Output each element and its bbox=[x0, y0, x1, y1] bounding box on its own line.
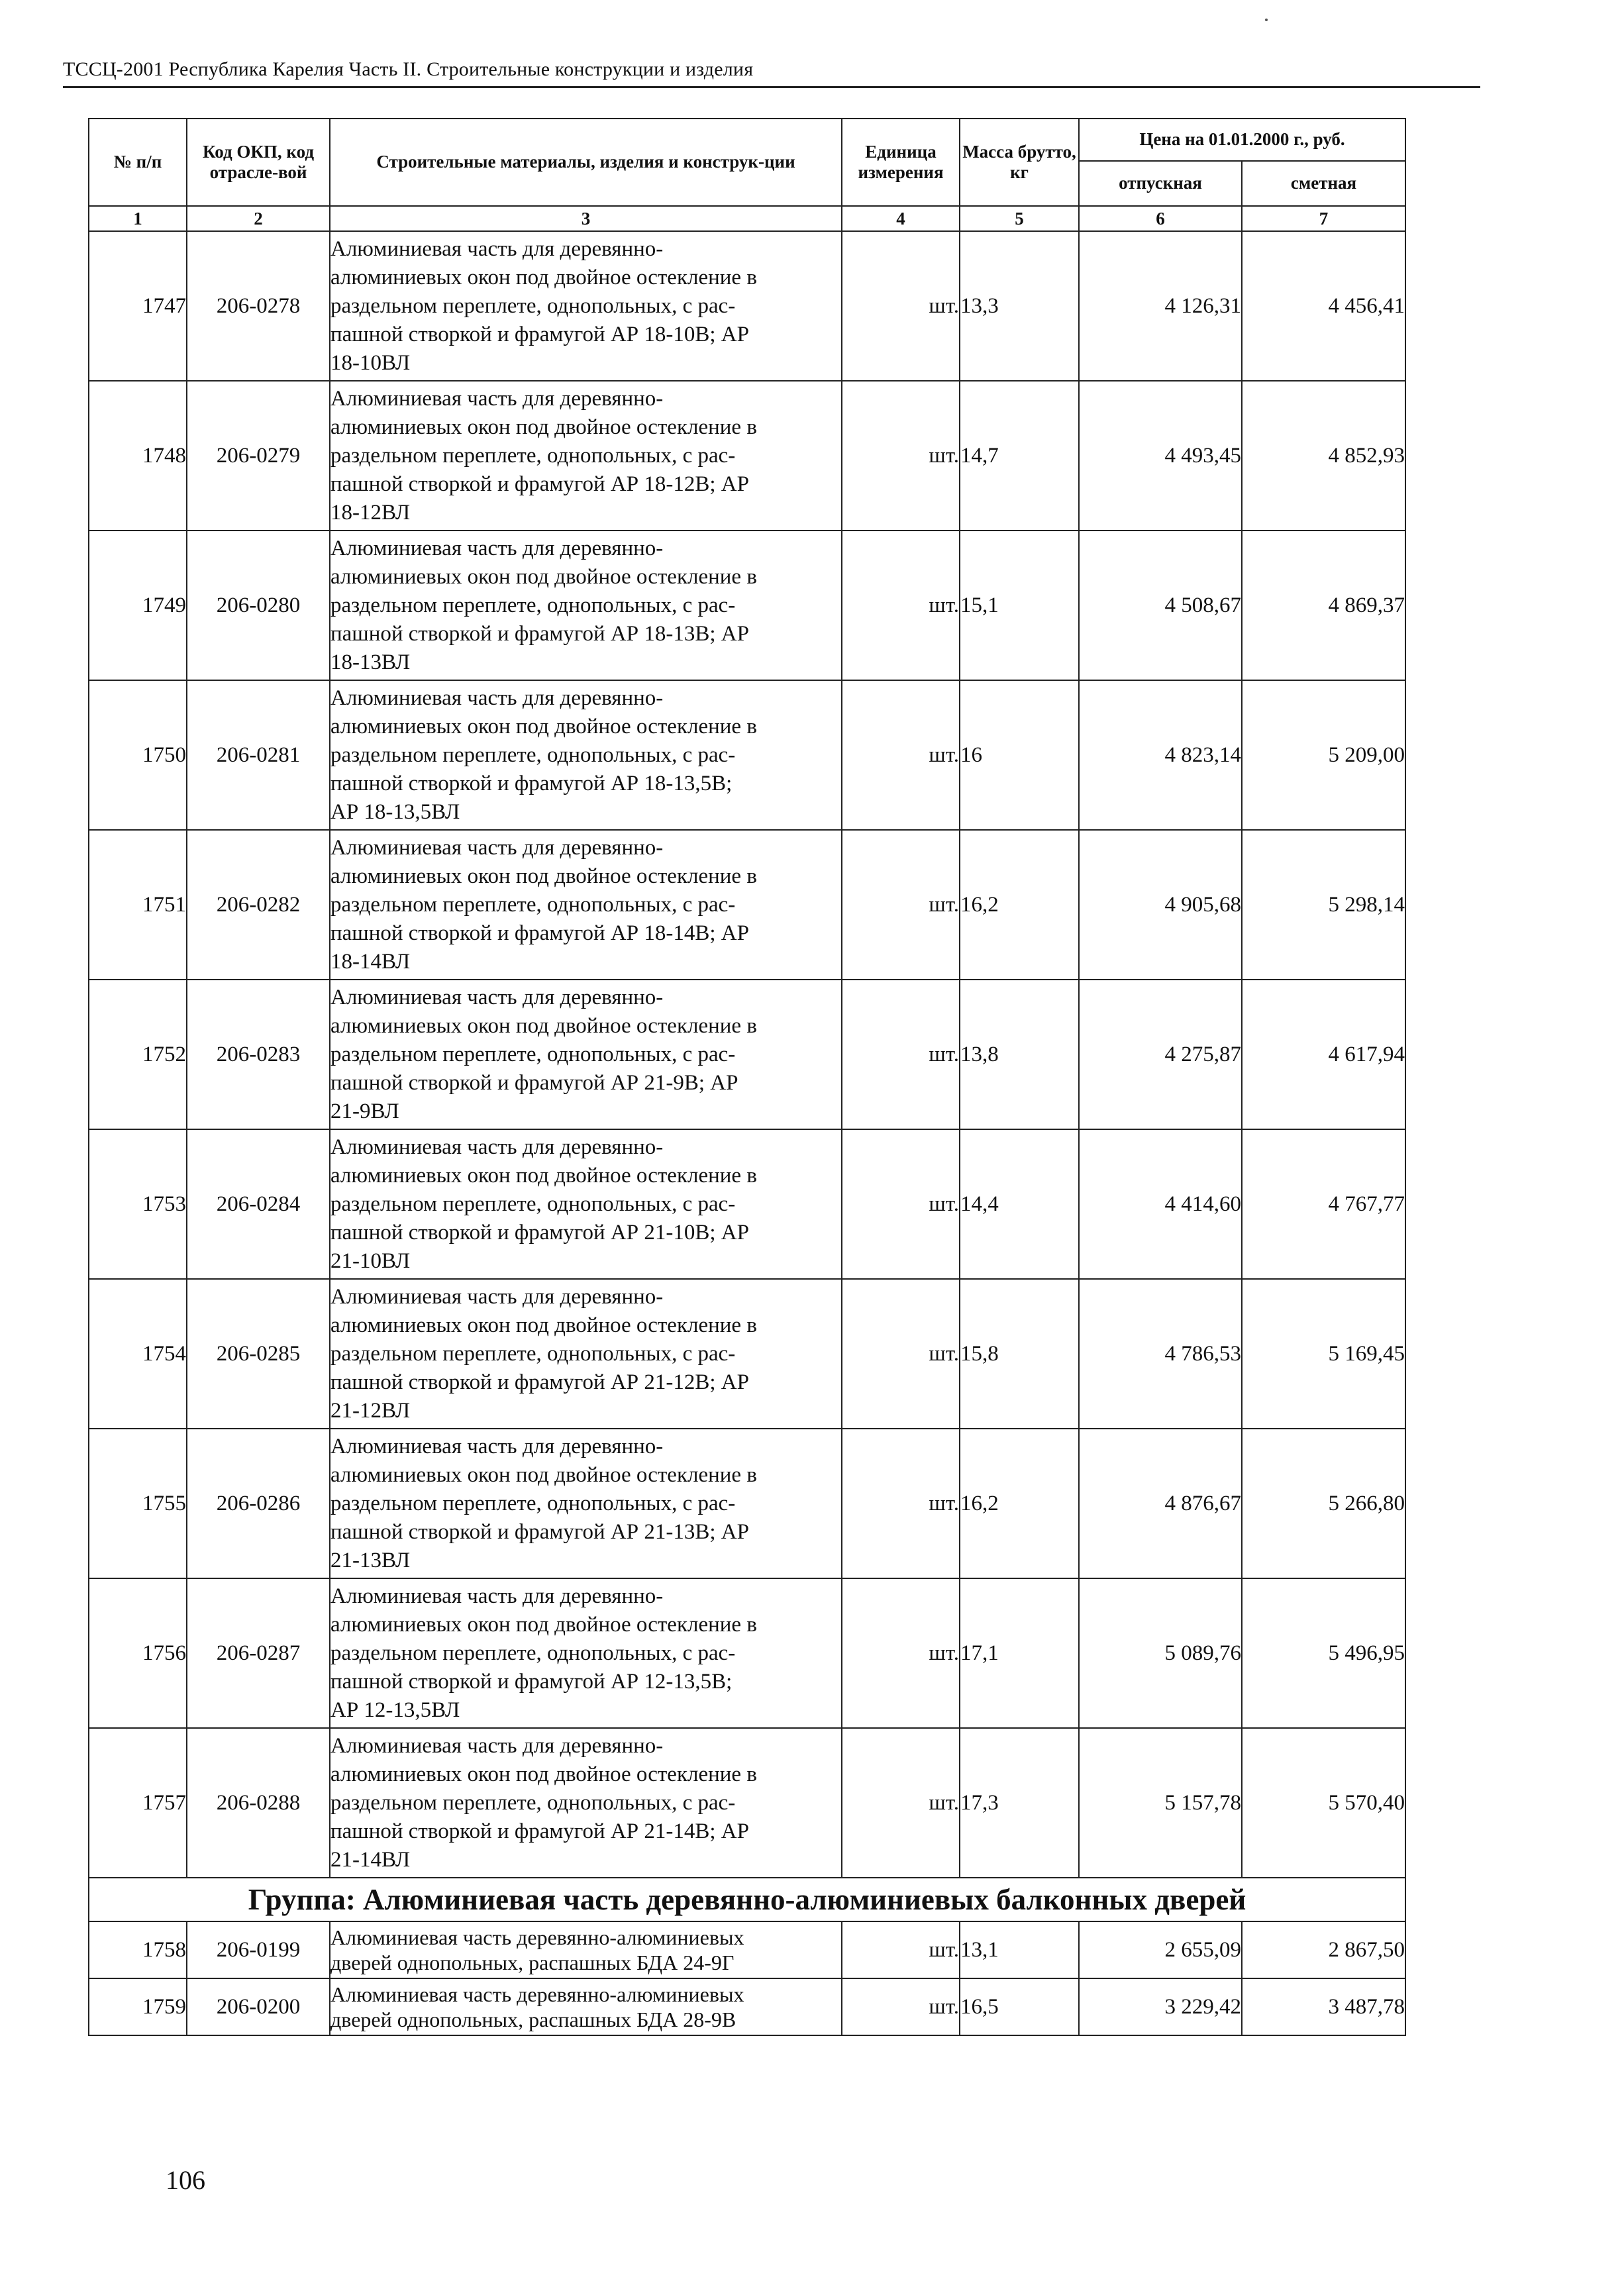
column-number: 2 bbox=[187, 206, 330, 231]
material-description bbox=[330, 231, 842, 381]
okp-code: 206-0284 bbox=[187, 1129, 330, 1279]
unit-of-measure: шт. bbox=[842, 1578, 960, 1728]
table-row bbox=[89, 1429, 1405, 1578]
gross-mass: 13,1 bbox=[960, 1921, 1079, 1978]
table-row bbox=[89, 1279, 1405, 1429]
description-line: Алюминиевая часть для деревянно- bbox=[330, 686, 664, 710]
description-line: 21-10ВЛ bbox=[330, 1248, 411, 1273]
estimate-price: 5 496,95 bbox=[1242, 1578, 1405, 1728]
description-line: пашной створкой и фрамугой АР 18-10В; АР bbox=[330, 322, 749, 346]
unit-of-measure: шт. bbox=[842, 1279, 960, 1429]
gross-mass: 14,4 bbox=[960, 1129, 1079, 1279]
col-header-price-estimate: сметная bbox=[1242, 161, 1405, 206]
col-header-price-release: отпускная bbox=[1079, 161, 1242, 206]
header-row bbox=[89, 119, 1405, 161]
group-heading: Группа: Алюминиевая часть деревянно-алюминиевых балконных дверей bbox=[89, 1878, 1405, 1921]
estimate-price: 5 570,40 bbox=[1242, 1728, 1405, 1878]
table-row bbox=[89, 381, 1405, 531]
unit-of-measure: шт. bbox=[842, 1921, 960, 1978]
gross-mass: 15,8 bbox=[960, 1279, 1079, 1429]
row-number: 1751 bbox=[89, 830, 187, 980]
description-line: 18-14ВЛ bbox=[330, 949, 411, 974]
column-number-row bbox=[89, 206, 1405, 231]
description-line: Алюминиевая часть для деревянно- bbox=[330, 1434, 664, 1458]
row-number: 1749 bbox=[89, 531, 187, 680]
release-price: 2 655,09 bbox=[1079, 1921, 1242, 1978]
description-line: раздельном переплете, однопольных, с рас- bbox=[330, 1042, 736, 1066]
table-row bbox=[89, 531, 1405, 680]
okp-code: 206-0278 bbox=[187, 231, 330, 381]
column-number: 4 bbox=[842, 206, 960, 231]
material-description bbox=[330, 1578, 842, 1728]
description-line: дверей однопольных, распашных БДА 24-9Г bbox=[330, 1951, 735, 1974]
release-price: 4 786,53 bbox=[1079, 1279, 1242, 1429]
description-line: раздельном переплете, однопольных, с рас- bbox=[330, 1641, 736, 1665]
description-line: алюминиевых окон под двойное остекление в bbox=[330, 1612, 757, 1637]
description-line: алюминиевых окон под двойное остекление в bbox=[330, 714, 757, 738]
description-line: пашной створкой и фрамугой АР 21-13В; АР bbox=[330, 1519, 749, 1544]
release-price: 4 823,14 bbox=[1079, 680, 1242, 830]
release-price: 4 126,31 bbox=[1079, 231, 1242, 381]
okp-code: 206-0286 bbox=[187, 1429, 330, 1578]
description-line: 18-10ВЛ bbox=[330, 350, 411, 375]
gross-mass: 15,1 bbox=[960, 531, 1079, 680]
estimate-price: 5 169,45 bbox=[1242, 1279, 1405, 1429]
description-line: АР 18-13,5ВЛ bbox=[330, 799, 460, 824]
release-price: 3 229,42 bbox=[1079, 1978, 1242, 2035]
estimate-price: 4 869,37 bbox=[1242, 531, 1405, 680]
unit-of-measure: шт. bbox=[842, 830, 960, 980]
description-line: 21-14ВЛ bbox=[330, 1847, 411, 1872]
unit-of-measure: шт. bbox=[842, 531, 960, 680]
okp-code: 206-0287 bbox=[187, 1578, 330, 1728]
table-row bbox=[89, 1129, 1405, 1279]
gross-mass: 16,5 bbox=[960, 1978, 1079, 2035]
page-number: 106 bbox=[166, 2165, 205, 2195]
release-price: 5 157,78 bbox=[1079, 1728, 1242, 1878]
row-number: 1756 bbox=[89, 1578, 187, 1728]
gross-mass: 16,2 bbox=[960, 1429, 1079, 1578]
description-line: Алюминиевая часть для деревянно- bbox=[330, 1584, 664, 1608]
description-line: раздельном переплете, однопольных, с рас- bbox=[330, 443, 736, 468]
description-line: Алюминиевая часть деревянно-алюминиевых bbox=[330, 1982, 744, 2006]
estimate-price: 5 266,80 bbox=[1242, 1429, 1405, 1578]
description-line: раздельном переплете, однопольных, с рас- bbox=[330, 742, 736, 767]
material-description bbox=[330, 381, 842, 531]
gross-mass: 14,7 bbox=[960, 381, 1079, 531]
running-header: ТССЦ-2001 Республика Карелия Часть II. Строительные конструкции и изделия bbox=[63, 58, 1480, 88]
release-price: 4 493,45 bbox=[1079, 381, 1242, 531]
unit-of-measure: шт. bbox=[842, 231, 960, 381]
estimate-price: 2 867,50 bbox=[1242, 1921, 1405, 1978]
col-header-num: № п/п bbox=[89, 119, 187, 206]
material-description bbox=[330, 1728, 842, 1878]
gross-mass: 16 bbox=[960, 680, 1079, 830]
price-table bbox=[88, 118, 1406, 2036]
description-line: пашной створкой и фрамугой АР 18-14В; АР bbox=[330, 921, 749, 945]
gross-mass: 13,3 bbox=[960, 231, 1079, 381]
description-line: Алюминиевая часть для деревянно- bbox=[330, 1284, 664, 1309]
table-row bbox=[89, 1921, 1405, 1978]
unit-of-measure: шт. bbox=[842, 1728, 960, 1878]
description-line: пашной створкой и фрамугой АР 21-10В; АР bbox=[330, 1220, 749, 1245]
description-line: АР 12-13,5ВЛ bbox=[330, 1698, 460, 1722]
description-line: раздельном переплете, однопольных, с рас- bbox=[330, 1341, 736, 1366]
row-number: 1748 bbox=[89, 381, 187, 531]
column-number: 3 bbox=[330, 206, 842, 231]
description-line: Алюминиевая часть для деревянно- bbox=[330, 835, 664, 860]
description-line: пашной створкой и фрамугой АР 18-13В; АР bbox=[330, 621, 749, 646]
material-description bbox=[330, 1129, 842, 1279]
unit-of-measure: шт. bbox=[842, 980, 960, 1129]
table-row bbox=[89, 680, 1405, 830]
description-line: алюминиевых окон под двойное остекление в bbox=[330, 415, 757, 439]
scan-speck bbox=[1265, 19, 1268, 21]
okp-code: 206-0282 bbox=[187, 830, 330, 980]
estimate-price: 5 209,00 bbox=[1242, 680, 1405, 830]
material-description bbox=[330, 1279, 842, 1429]
description-line: Алюминиевая часть для деревянно- bbox=[330, 1135, 664, 1159]
unit-of-measure: шт. bbox=[842, 1129, 960, 1279]
unit-of-measure: шт. bbox=[842, 381, 960, 531]
col-header-code: Код ОКП, код отрасле-вой bbox=[187, 119, 330, 206]
okp-code: 206-0279 bbox=[187, 381, 330, 531]
col-header-price-group: Цена на 01.01.2000 г., руб. bbox=[1079, 119, 1405, 161]
row-number: 1753 bbox=[89, 1129, 187, 1279]
unit-of-measure: шт. bbox=[842, 680, 960, 830]
material-description bbox=[330, 1921, 842, 1978]
material-description bbox=[330, 980, 842, 1129]
description-line: алюминиевых окон под двойное остекление в bbox=[330, 1313, 757, 1337]
description-line: дверей однопольных, распашных БДА 28-9В bbox=[330, 2008, 736, 2031]
material-description bbox=[330, 1429, 842, 1578]
okp-code: 206-0280 bbox=[187, 531, 330, 680]
description-line: Алюминиевая часть деревянно-алюминиевых bbox=[330, 1925, 744, 1949]
description-line: 21-9ВЛ bbox=[330, 1099, 399, 1123]
gross-mass: 17,3 bbox=[960, 1728, 1079, 1878]
material-description bbox=[330, 830, 842, 980]
description-line: алюминиевых окон под двойное остекление в bbox=[330, 564, 757, 589]
okp-code: 206-0288 bbox=[187, 1728, 330, 1878]
material-description bbox=[330, 680, 842, 830]
row-number: 1750 bbox=[89, 680, 187, 830]
material-description bbox=[330, 1978, 842, 2035]
description-line: пашной створкой и фрамугой АР 18-13,5В; bbox=[330, 771, 733, 795]
row-number: 1754 bbox=[89, 1279, 187, 1429]
estimate-price: 4 767,77 bbox=[1242, 1129, 1405, 1279]
gross-mass: 16,2 bbox=[960, 830, 1079, 980]
description-line: пашной створкой и фрамугой АР 21-14В; АР bbox=[330, 1819, 749, 1843]
description-line: раздельном переплете, однопольных, с рас- bbox=[330, 892, 736, 917]
estimate-price: 3 487,78 bbox=[1242, 1978, 1405, 2035]
description-line: раздельном переплете, однопольных, с рас- bbox=[330, 1790, 736, 1815]
row-number: 1758 bbox=[89, 1921, 187, 1978]
okp-code: 206-0200 bbox=[187, 1978, 330, 2035]
description-line: пашной створкой и фрамугой АР 21-12В; АР bbox=[330, 1370, 749, 1394]
row-number: 1755 bbox=[89, 1429, 187, 1578]
row-number: 1759 bbox=[89, 1978, 187, 2035]
table-row bbox=[89, 1578, 1405, 1728]
gross-mass: 13,8 bbox=[960, 980, 1079, 1129]
unit-of-measure: шт. bbox=[842, 1429, 960, 1578]
description-line: алюминиевых окон под двойное остекление в bbox=[330, 1462, 757, 1487]
description-line: пашной створкой и фрамугой АР 21-9В; АР bbox=[330, 1070, 738, 1095]
release-price: 5 089,76 bbox=[1079, 1578, 1242, 1728]
description-line: 18-12ВЛ bbox=[330, 500, 411, 525]
table-body bbox=[89, 231, 1405, 2035]
material-description bbox=[330, 531, 842, 680]
description-line: Алюминиевая часть для деревянно- bbox=[330, 536, 664, 560]
col-header-mass: Масса брутто, кг bbox=[960, 119, 1079, 206]
table-row bbox=[89, 1978, 1405, 2035]
column-number: 5 bbox=[960, 206, 1079, 231]
description-line: пашной створкой и фрамугой АР 12-13,5В; bbox=[330, 1669, 733, 1694]
description-line: 18-13ВЛ bbox=[330, 650, 411, 674]
description-line: алюминиевых окон под двойное остекление в bbox=[330, 1013, 757, 1038]
description-line: Алюминиевая часть для деревянно- bbox=[330, 1733, 664, 1758]
estimate-price: 4 852,93 bbox=[1242, 381, 1405, 531]
group-heading-row bbox=[89, 1878, 1405, 1921]
release-price: 4 275,87 bbox=[1079, 980, 1242, 1129]
release-price: 4 905,68 bbox=[1079, 830, 1242, 980]
unit-of-measure: шт. bbox=[842, 1978, 960, 2035]
column-number: 1 bbox=[89, 206, 187, 231]
description-line: раздельном переплете, однопольных, с рас- bbox=[330, 1192, 736, 1216]
row-number: 1752 bbox=[89, 980, 187, 1129]
description-line: 21-13ВЛ bbox=[330, 1548, 411, 1572]
release-price: 4 414,60 bbox=[1079, 1129, 1242, 1279]
table-row bbox=[89, 830, 1405, 980]
description-line: 21-12ВЛ bbox=[330, 1398, 411, 1423]
release-price: 4 508,67 bbox=[1079, 531, 1242, 680]
table-row bbox=[89, 980, 1405, 1129]
okp-code: 206-0199 bbox=[187, 1921, 330, 1978]
description-line: алюминиевых окон под двойное остекление в bbox=[330, 1762, 757, 1786]
okp-code: 206-0285 bbox=[187, 1279, 330, 1429]
description-line: пашной створкой и фрамугой АР 18-12В; АР bbox=[330, 472, 749, 496]
description-line: раздельном переплете, однопольных, с рас- bbox=[330, 1491, 736, 1515]
table-row bbox=[89, 1728, 1405, 1878]
description-line: алюминиевых окон под двойное остекление в bbox=[330, 864, 757, 888]
column-number: 7 bbox=[1242, 206, 1405, 231]
estimate-price: 4 456,41 bbox=[1242, 231, 1405, 381]
col-header-unit: Единица измерения bbox=[842, 119, 960, 206]
description-line: Алюминиевая часть для деревянно- bbox=[330, 985, 664, 1009]
description-line: алюминиевых окон под двойное остекление в bbox=[330, 265, 757, 289]
col-header-name: Строительные материалы, изделия и конструк-ции bbox=[330, 119, 842, 206]
description-line: раздельном переплете, однопольных, с рас- bbox=[330, 593, 736, 617]
column-number: 6 bbox=[1079, 206, 1242, 231]
table-row bbox=[89, 231, 1405, 381]
estimate-price: 5 298,14 bbox=[1242, 830, 1405, 980]
description-line: Алюминиевая часть для деревянно- bbox=[330, 386, 664, 411]
row-number: 1747 bbox=[89, 231, 187, 381]
okp-code: 206-0283 bbox=[187, 980, 330, 1129]
gross-mass: 17,1 bbox=[960, 1578, 1079, 1728]
description-line: раздельном переплете, однопольных, с рас- bbox=[330, 293, 736, 318]
estimate-price: 4 617,94 bbox=[1242, 980, 1405, 1129]
description-line: алюминиевых окон под двойное остекление в bbox=[330, 1163, 757, 1188]
row-number: 1757 bbox=[89, 1728, 187, 1878]
description-line: Алюминиевая часть для деревянно- bbox=[330, 236, 664, 261]
okp-code: 206-0281 bbox=[187, 680, 330, 830]
release-price: 4 876,67 bbox=[1079, 1429, 1242, 1578]
